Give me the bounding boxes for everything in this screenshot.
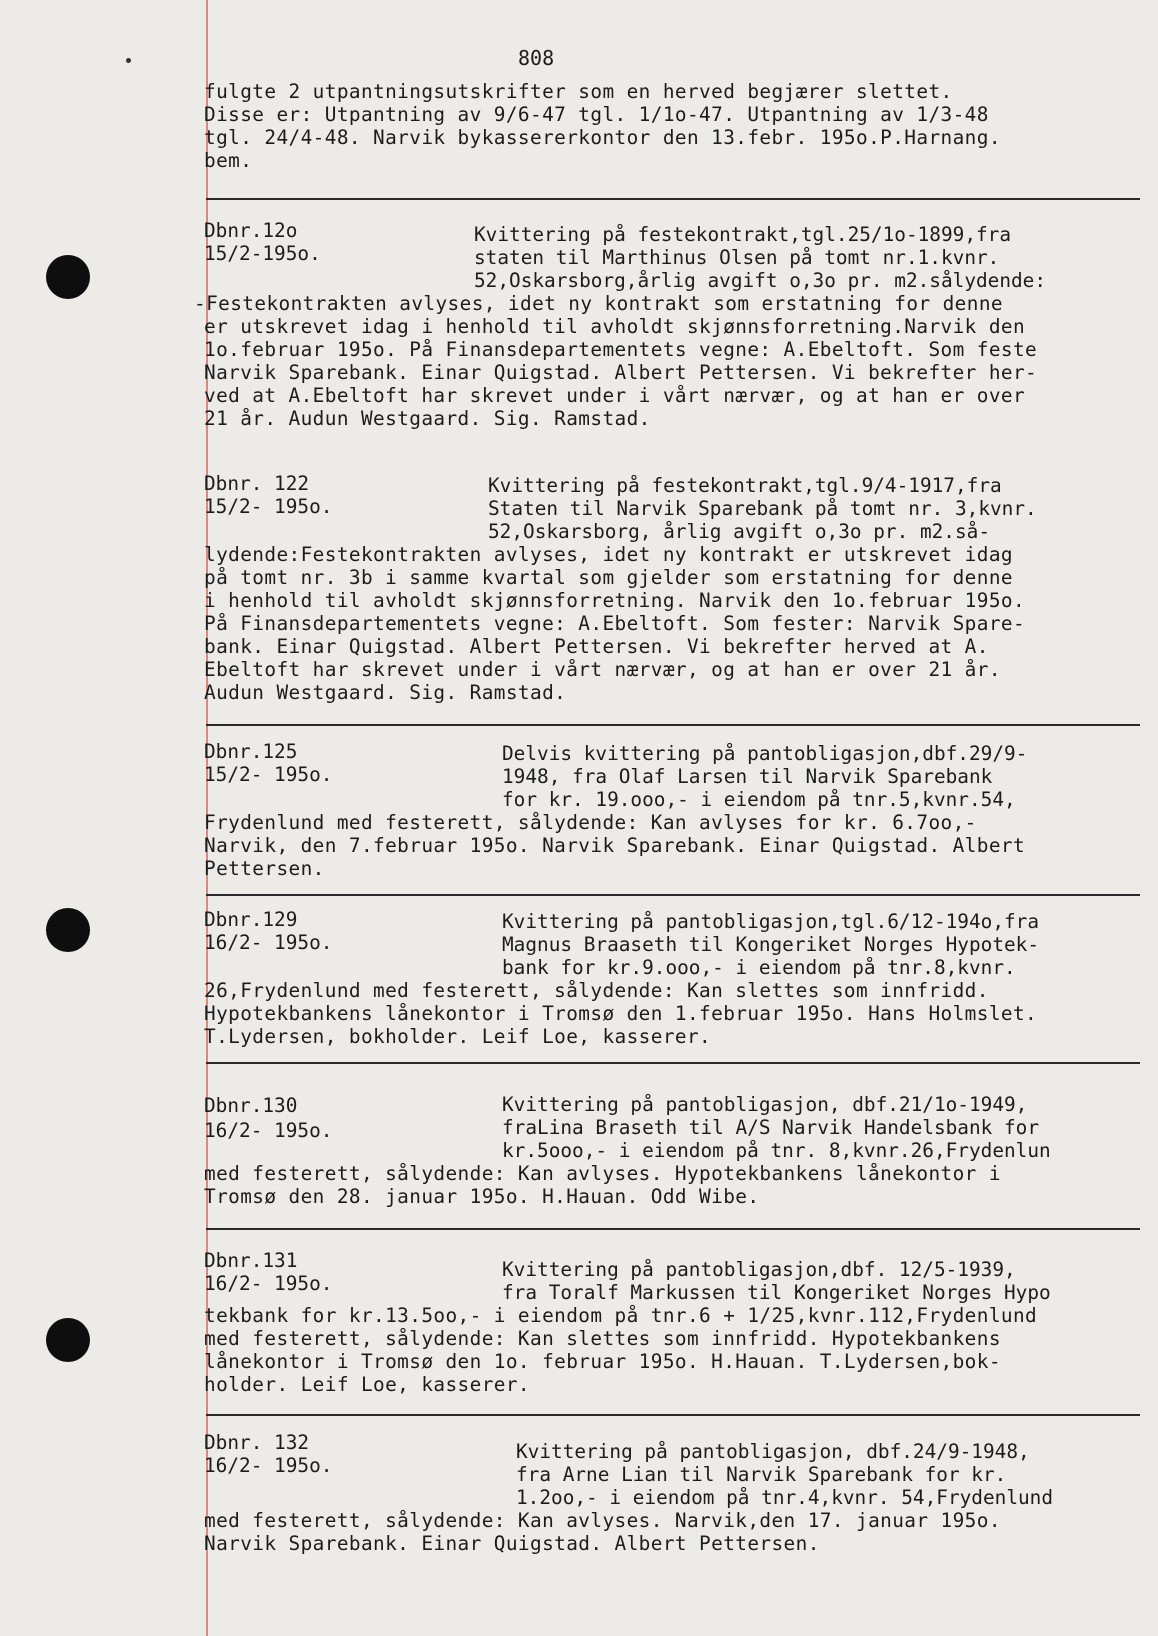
entry-text: T.Lydersen, bokholder. Leif Loe, kasserer. bbox=[204, 1025, 712, 1048]
entry-text: ved at A.Ebeltoft har skrevet under i vårt nærvær, og at han er over bbox=[204, 384, 1026, 407]
entry-heading: bank for kr.9.ooo,- i eiendom på tnr.8,kvnr. bbox=[502, 956, 1016, 979]
entry-text: Pettersen. bbox=[204, 857, 325, 880]
entry-date: 15/2- 195o. bbox=[204, 763, 333, 786]
entry-text: Frydenlund med festerett, sålydende: Kan avlyses for kr. 6.7oo,- bbox=[204, 811, 977, 834]
entry-heading: 52,Oskarsborg, årlig avgift o,3o pr. m2.så- bbox=[488, 520, 990, 543]
entry-text: holder. Leif Loe, kasserer. bbox=[204, 1373, 531, 1396]
entry-heading: Kvittering på pantobligasjon, dbf.24/9-1948, bbox=[516, 1440, 1030, 1463]
divider bbox=[206, 1062, 1140, 1064]
entry-heading: fraLina Braseth til A/S Narvik Handelsbank for bbox=[502, 1116, 1040, 1139]
entry-text: er utskrevet idag i henhold til avholdt skjønnsforretning.Narvik den bbox=[204, 315, 1026, 338]
entry-date: 16/2- 195o. bbox=[204, 1454, 333, 1477]
entry-heading: Delvis kvittering på pantobligasjon,dbf.29/9- bbox=[502, 742, 1028, 765]
entry-heading: for kr. 19.ooo,- i eiendom på tnr.5,kvnr.54, bbox=[502, 788, 1016, 811]
entry-text: På Finansdepartementets vegne: A.Ebeltoft. Som fester: Narvik Spare- bbox=[204, 612, 1026, 635]
entry-heading: kr.5ooo,- i eiendom på tnr. 8,kvnr.26,Frydenlun bbox=[502, 1139, 1051, 1162]
entry-number: Dbnr. 132 bbox=[204, 1431, 310, 1454]
divider bbox=[206, 1414, 1140, 1416]
entry-text: Narvik Sparebank. Einar Quigstad. Albert Pettersen. bbox=[204, 1532, 820, 1555]
entry-text: tekbank for kr.13.5oo,- i eiendom på tnr.6 + 1/25,kvnr.112,Frydenlund bbox=[204, 1304, 1038, 1327]
punch-hole-middle bbox=[46, 908, 90, 952]
entry-date: 15/2- 195o. bbox=[204, 495, 333, 518]
entry-text: med festerett, sålydende: Kan slettes som innfridd. Hypotekbankens bbox=[204, 1327, 1001, 1350]
entry-heading: Magnus Braaseth til Kongeriket Norges Hypotek- bbox=[502, 933, 1040, 956]
entry-text: med festerett, sålydende: Kan avlyses. Narvik,den 17. januar 195o. bbox=[204, 1509, 1001, 1532]
entry-text: lydende:Festekontrakten avlyses, idet ny kontrakt er utskrevet idag bbox=[204, 543, 1013, 566]
entry-date: 16/2- 195o. bbox=[204, 931, 333, 954]
entry-heading: Kvittering på festekontrakt,tgl.25/1o-1899,fra bbox=[474, 223, 1012, 246]
entry-heading: Kvittering på pantobligasjon, dbf.21/1o-1949, bbox=[502, 1093, 1028, 1116]
intro-line: Disse er: Utpantning av 9/6-47 tgl. 1/1o-47. Utpantning av 1/3-48 bbox=[204, 103, 989, 126]
divider bbox=[206, 1228, 1140, 1230]
entry-heading: Staten til Narvik Sparebank på tomt nr. 3,kvnr. bbox=[488, 497, 1037, 520]
entry-heading: 1.2oo,- i eiendom på tnr.4,kvnr. 54,Frydenlund bbox=[516, 1486, 1054, 1509]
entry-number: Dbnr.130 bbox=[204, 1094, 298, 1117]
entry-number: Dbnr.129 bbox=[204, 908, 298, 931]
entry-heading: Kvittering på festekontrakt,tgl.9/4-1917,fra bbox=[488, 474, 1002, 497]
entry-text: Narvik Sparebank. Einar Quigstad. Albert Pettersen. Vi bekrefter her- bbox=[204, 361, 1038, 384]
entry-text: lånekontor i Tromsø den 1o. februar 195o. H.Hauan. T.Lydersen,bok- bbox=[204, 1350, 1001, 1373]
entry-text: på tomt nr. 3b i samme kvartal som gjelder som erstatning for denne bbox=[204, 566, 1013, 589]
entry-text: bank. Einar Quigstad. Albert Pettersen. Vi bekrefter herved at A. bbox=[204, 635, 989, 658]
entry-heading: fra Toralf Markussen til Kongeriket Norges Hypo bbox=[502, 1281, 1051, 1304]
entry-text: med festerett, sålydende: Kan avlyses. Hypotekbankens lånekontor i bbox=[204, 1162, 1001, 1185]
intro-line: fulgte 2 utpantningsutskrifter som en herved begjærer slettet. bbox=[204, 80, 953, 103]
entry-text: i henhold til avholdt skjønnsforretning. Narvik den 1o.februar 195o. bbox=[204, 589, 1026, 612]
entry-text: 1o.februar 195o. På Finansdepartementets vegne: A.Ebeltoft. Som feste bbox=[204, 338, 1038, 361]
entry-text: Narvik, den 7.februar 195o. Narvik Sparebank. Einar Quigstad. Albert bbox=[204, 834, 1026, 857]
entry-heading: Kvittering på pantobligasjon,tgl.6/12-194o,fra bbox=[502, 910, 1040, 933]
entry-text: Audun Westgaard. Sig. Ramstad. bbox=[204, 681, 567, 704]
entry-heading: 1948, fra Olaf Larsen til Narvik Sparebank bbox=[502, 765, 993, 788]
entry-number: Dbnr.125 bbox=[204, 740, 298, 763]
entry-text: Hypotekbankens lånekontor i Tromsø den 1.februar 195o. Hans Holmslet. bbox=[204, 1002, 1038, 1025]
entry-heading: staten til Marthinus Olsen på tomt nr.1.kvnr. bbox=[474, 246, 1000, 269]
entry-text: Tromsø den 28. januar 195o. H.Hauan. Odd Wibe. bbox=[204, 1185, 760, 1208]
entry-text: 21 år. Audun Westgaard. Sig. Ramstad. bbox=[204, 407, 651, 430]
divider bbox=[206, 198, 1140, 200]
punch-hole-bottom bbox=[46, 1318, 90, 1362]
entry-number: Dbnr. 122 bbox=[204, 472, 310, 495]
entry-date: 16/2- 195o. bbox=[204, 1272, 333, 1295]
entry-date: 16/2- 195o. bbox=[204, 1119, 333, 1142]
punch-hole-top bbox=[46, 255, 90, 299]
intro-line: bem. bbox=[204, 149, 253, 172]
entry-text: -Festekontrakten avlyses, idet ny kontrakt som erstatning for denne bbox=[194, 292, 1003, 315]
entry-text: 26,Frydenlund med festerett, sålydende: Kan slettes som innfridd. bbox=[204, 979, 989, 1002]
divider bbox=[206, 894, 1140, 896]
entry-date: 15/2-195o. bbox=[204, 242, 321, 265]
entry-number: Dbnr.131 bbox=[204, 1249, 298, 1272]
page-number: 808 bbox=[518, 46, 555, 70]
intro-line: tgl. 24/4-48. Narvik bykassererkontor den 13.febr. 195o.P.Harnang. bbox=[204, 126, 1001, 149]
entry-heading: Kvittering på pantobligasjon,dbf. 12/5-1939, bbox=[502, 1258, 1016, 1281]
entry-number: Dbnr.12o bbox=[204, 219, 298, 242]
entry-heading: 52,Oskarsborg,årlig avgift o,3o pr. m2.sålydende: bbox=[474, 269, 1047, 292]
divider bbox=[206, 724, 1140, 726]
entry-text: Ebeltoft har skrevet under i vårt nærvær, og at han er over 21 år. bbox=[204, 658, 1001, 681]
entry-heading: fra Arne Lian til Narvik Sparebank for kr. bbox=[516, 1463, 1007, 1486]
ink-dot bbox=[126, 58, 131, 63]
